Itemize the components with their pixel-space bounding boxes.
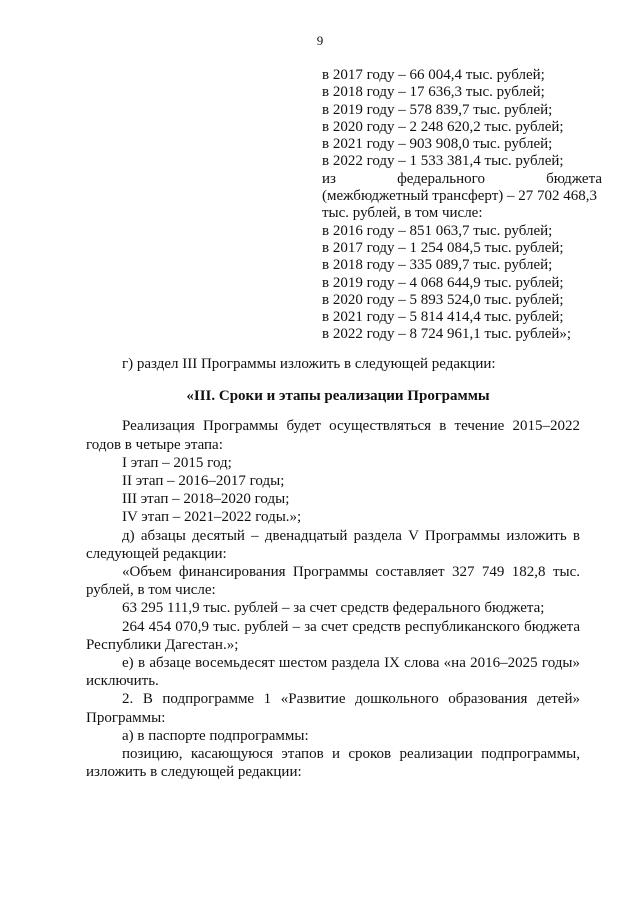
item-e-paragraph: е) в абзаце восемьдесят шестом раздела IX слова «на 2016–2025 годы» исключить.	[86, 655, 580, 690]
including-line: тыс. рублей, в том числе:	[322, 205, 483, 222]
item-d-paragraph: д) абзацы десятый – двенадцатый раздела V Программы изложить в следующей редакции:	[86, 527, 580, 562]
word: федерального	[397, 170, 485, 187]
word: бюджета	[546, 170, 602, 187]
funding-line: в 2020 году – 2 248 620,2 тыс. рублей;	[322, 118, 564, 135]
funding-line: в 2017 году – 1 254 084,5 тыс. рублей;	[322, 239, 564, 256]
stage-item: I этап – 2015 год;	[122, 454, 232, 471]
item-2-paragraph: 2. В подпрограмме 1 «Развитие дошкольного образования детей» Программы:	[86, 691, 580, 726]
funding-line: в 2018 году – 17 636,3 тыс. рублей;	[322, 84, 545, 101]
funding-line: в 2021 году – 903 908,0 тыс. рублей;	[322, 136, 553, 153]
funding-line: в 2019 году – 578 839,7 тыс. рублей;	[322, 101, 553, 118]
funding-line: в 2016 году – 851 063,7 тыс. рублей;	[322, 222, 553, 239]
item-a-paragraph: а) в паспорте подпрограммы:	[122, 727, 309, 744]
position-paragraph: позицию, касающуюся этапов и сроков реализации подпрограммы, изложить в следующей редакции:	[86, 746, 580, 781]
federal-budget-line	[322, 171, 602, 188]
realization-paragraph: Реализация Программы будет осуществляться в течение 2015–2022 годов в четыре этапа:	[86, 418, 580, 453]
section-heading: «III. Сроки и этапы реализации Программы	[186, 388, 490, 405]
funding-line: в 2019 году – 4 068 644,9 тыс. рублей;	[322, 274, 564, 291]
republic-paragraph: 264 454 070,9 тыс. рублей – за счет средств республиканского бюджета Республики Дагестан.»;	[86, 618, 580, 653]
funding-line: в 2017 году – 66 004,4 тыс. рублей;	[322, 67, 545, 83]
funding-by-year-column	[322, 67, 602, 344]
funding-line: в 2018 году – 335 089,7 тыс. рублей;	[322, 257, 553, 274]
word: из	[322, 170, 336, 187]
stage-item: IV этап – 2021–2022 годы.»;	[122, 509, 302, 526]
stage-item: II этап – 2016–2017 годы;	[122, 473, 285, 490]
funding-line: в 2022 году – 8 724 961,1 тыс. рублей»;	[322, 326, 572, 343]
page-number: 9	[316, 33, 324, 48]
funding-line: в 2022 году – 1 533 381,4 тыс. рублей;	[322, 153, 564, 170]
funding-line: в 2021 году – 5 814 414,4 тыс. рублей;	[322, 309, 564, 326]
item-g-paragraph: г) раздел III Программы изложить в следующей редакции:	[122, 356, 496, 372]
document-body	[86, 355, 580, 781]
transfer-line: (межбюджетный трансферт) – 27 702 468,3	[322, 188, 598, 205]
funding-line: в 2020 году – 5 893 524,0 тыс. рублей;	[322, 291, 564, 308]
federal-paragraph: 63 295 111,9 тыс. рублей – за счет средств федерального бюджета;	[122, 600, 545, 617]
stage-item: III этап – 2018–2020 годы;	[122, 491, 290, 508]
volume-paragraph: «Объем финансирования Программы составляет 327 749 182,8 тыс. рублей, в том числе:	[86, 564, 580, 599]
